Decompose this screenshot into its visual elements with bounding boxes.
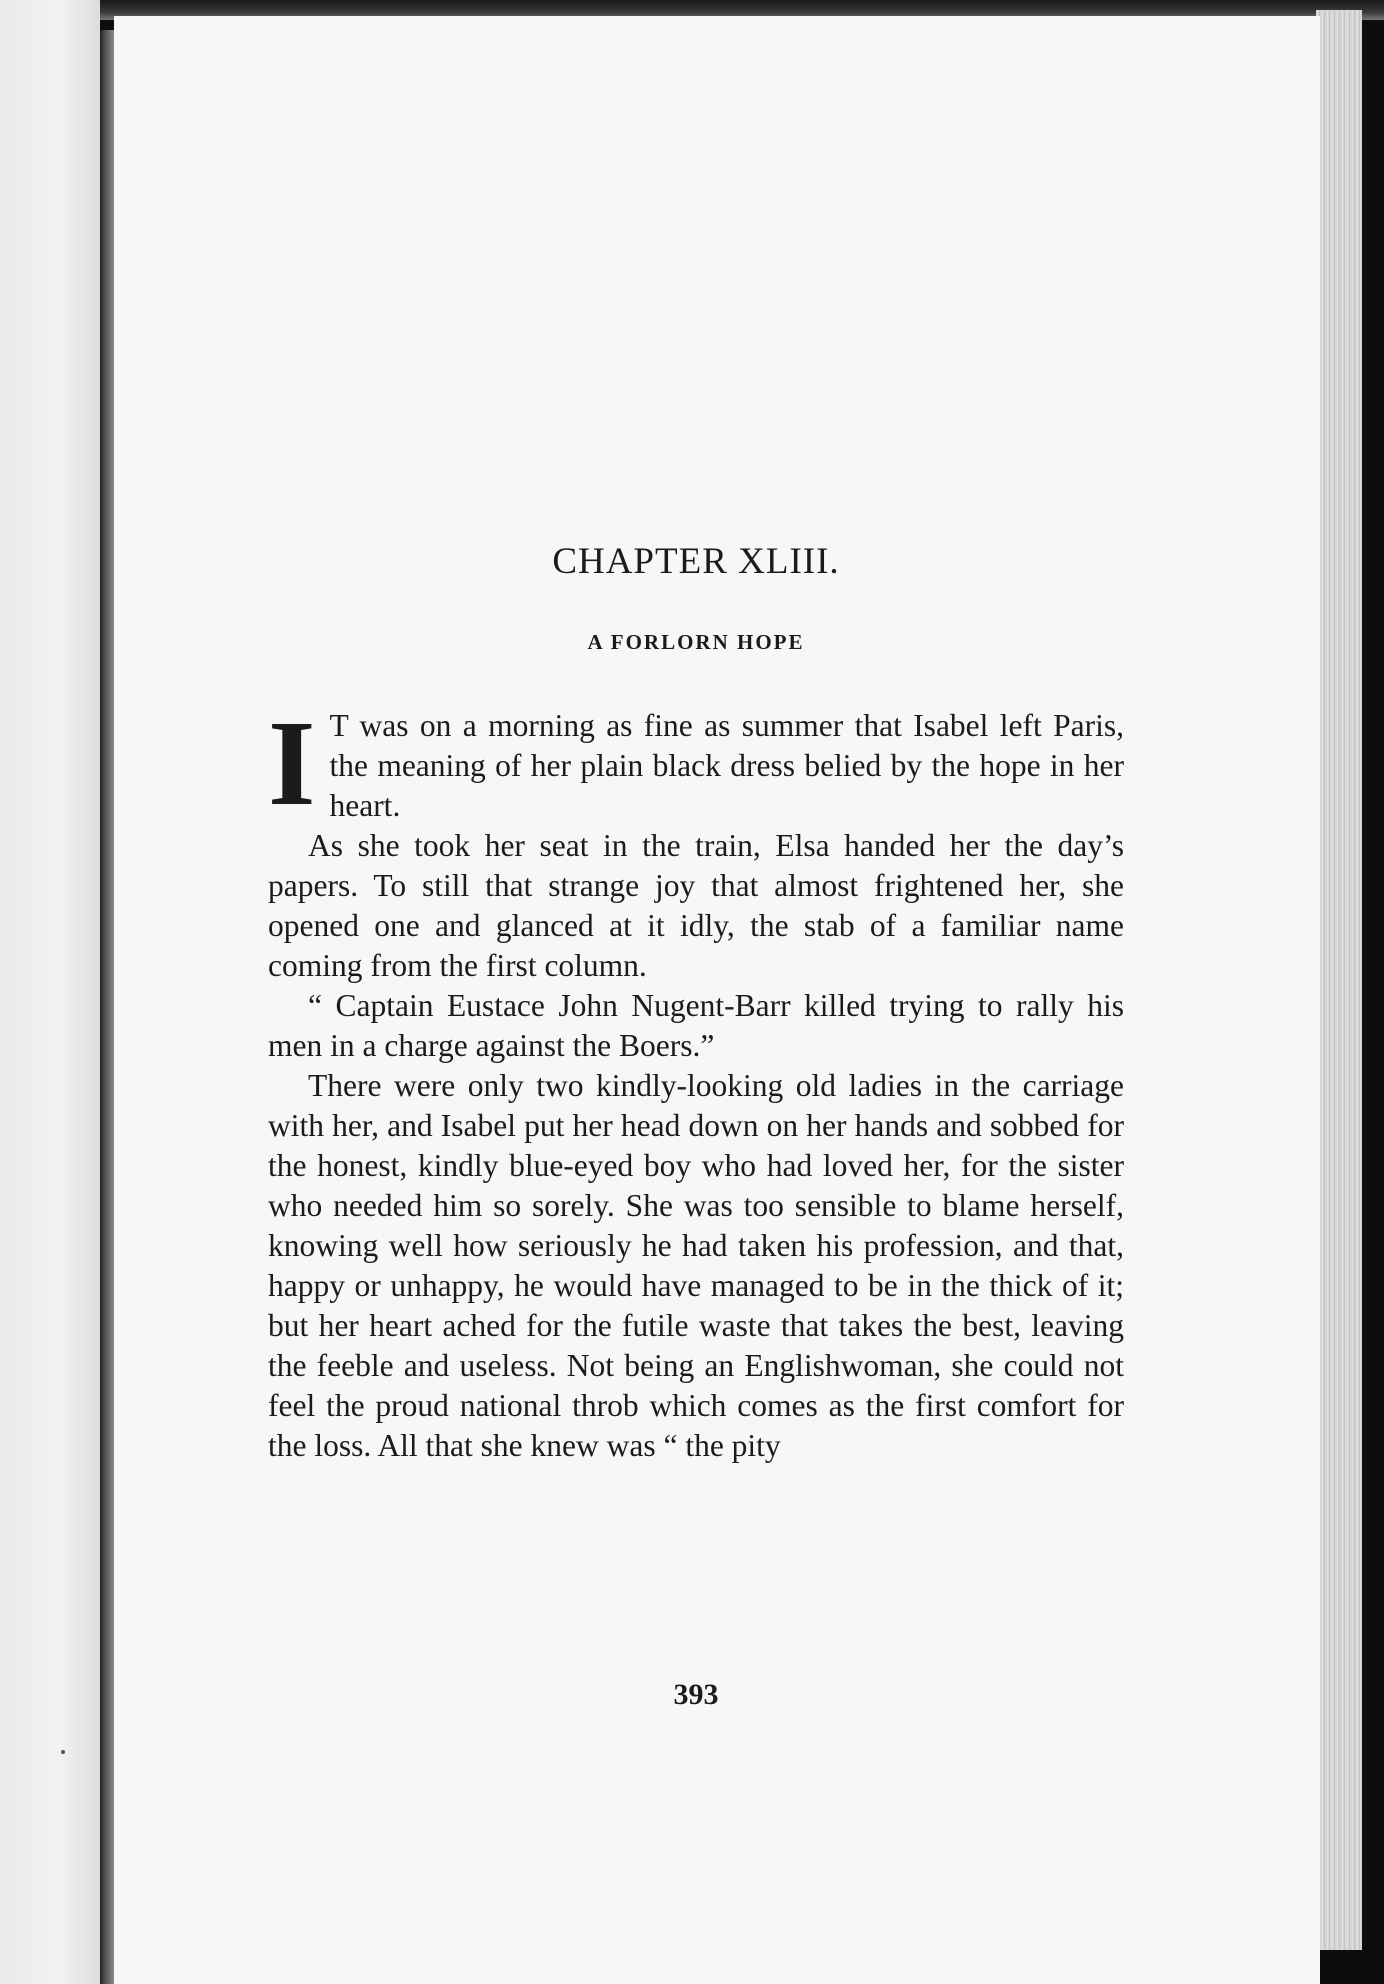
paragraph-1-text: T was on a morning as fine as summer that Isabel left Paris, the meaning of her plain black dress belied by the hope in her heart.: [329, 708, 1124, 823]
drop-cap: I: [268, 696, 316, 831]
chapter-subtitle: A FORLORN HOPE: [587, 630, 805, 654]
paragraph-3: “ Captain Eustace John Nugent-Barr killed trying to rally his men in a charge against the Boers.”: [268, 988, 1124, 1063]
paragraph-2: As she took her seat in the train, Elsa handed her the day’s papers. To still that strange joy that almost frightened her, she opened one and glanced at it idly, the stab of a familiar name coming from the first column.: [268, 828, 1124, 983]
paragraph-4: There were only two kindly-looking old ladies in the carriage with her, and Isabel put her head down on her hands and sobbed for the honest, kindly blue-eyed boy who had loved her, for the sister who needed him so sorely. She was too sensible to blame herself, knowing well how seriously he had taken his profession, and that, happy or unhappy, he would have managed to be in the thick of it; but her heart ached for the futile waste that takes the best, leaving the feeble and useless. Not being an Englishwoman, she could not feel the proud national throb which comes as the first comfort for the loss. All that she knew was “ the pity: [268, 1068, 1124, 1463]
body-text: [268, 696, 1124, 1466]
book-gutter: [100, 30, 114, 1984]
page-number: 393: [673, 1678, 719, 1711]
facing-page-left: [0, 0, 100, 1984]
chapter-title: CHAPTER XLIII.: [552, 541, 840, 582]
book-page: [114, 16, 1320, 1984]
page-stack-edge: [1316, 10, 1362, 1950]
paragraph-1: [268, 696, 1124, 831]
ink-speck: [61, 1750, 65, 1754]
